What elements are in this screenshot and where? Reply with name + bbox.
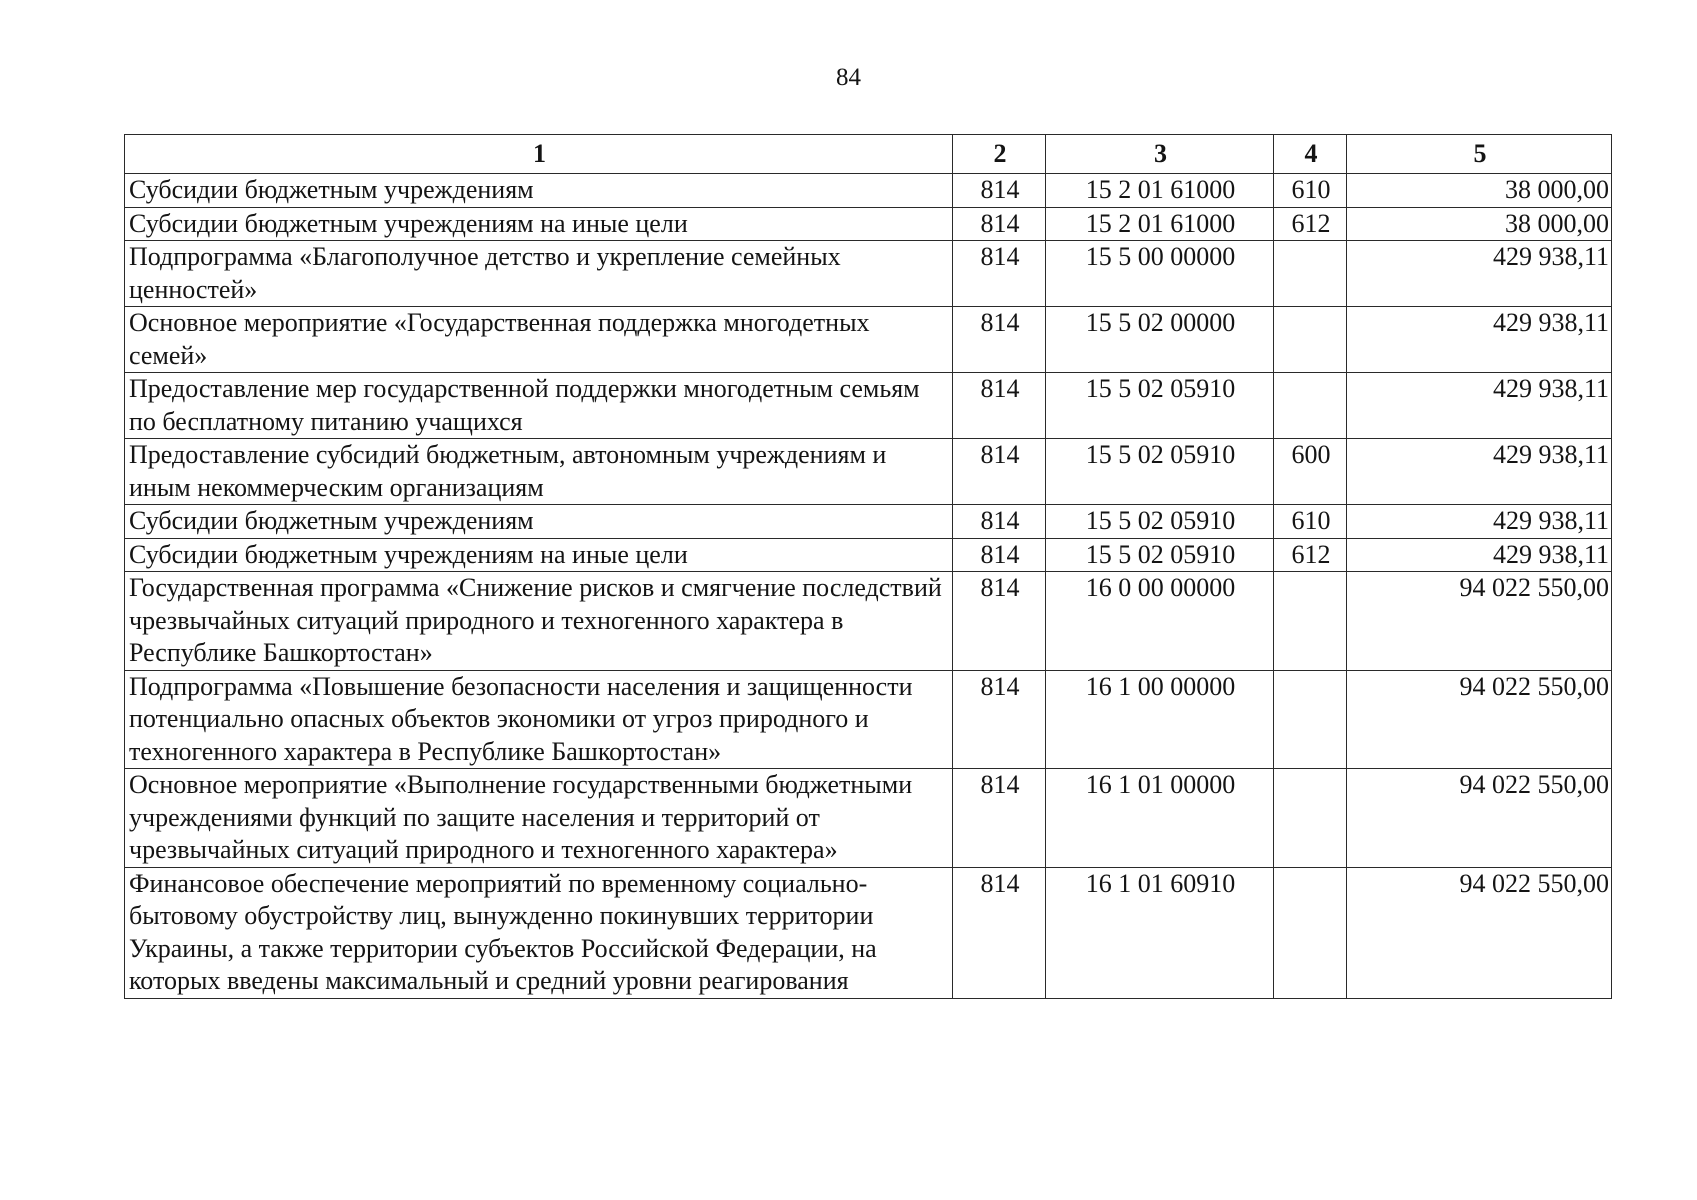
row-name: Финансовое обеспечение мероприятий по временному социально-бытовому обустройству лиц, вынужденно покинувших территории Украины, а также территории субъектов Российской Федерации, на которых введены максимальный и средний уровни реагирования	[125, 867, 953, 998]
row-target-code: 15 5 02 05910	[1046, 373, 1274, 439]
row-sum: 429 938,11	[1347, 307, 1612, 373]
row-target-code: 15 2 01 61000	[1046, 174, 1274, 208]
row-admin-code: 814	[953, 241, 1046, 307]
row-name: Предоставление субсидий бюджетным, автономным учреждениям и иным некоммерческим организациям	[125, 439, 953, 505]
row-expense-type: 612	[1274, 538, 1347, 572]
table-row	[125, 572, 1612, 671]
column-header: 2	[953, 135, 1046, 174]
row-name: Подпрограмма «Благополучное детство и укрепление семейных ценностей»	[125, 241, 953, 307]
row-admin-code: 814	[953, 670, 1046, 769]
row-name: Предоставление мер государственной поддержки многодетным семьям по бесплатному питанию учащихся	[125, 373, 953, 439]
row-target-code: 15 5 00 00000	[1046, 241, 1274, 307]
row-target-code: 16 0 00 00000	[1046, 572, 1274, 671]
row-sum: 38 000,00	[1347, 207, 1612, 241]
row-target-code: 15 5 02 05910	[1046, 439, 1274, 505]
row-admin-code: 814	[953, 207, 1046, 241]
row-expense-type: 610	[1274, 505, 1347, 539]
row-target-code: 15 2 01 61000	[1046, 207, 1274, 241]
table-row	[125, 670, 1612, 769]
row-name: Субсидии бюджетным учреждениям на иные цели	[125, 207, 953, 241]
row-admin-code: 814	[953, 867, 1046, 998]
row-sum: 429 938,11	[1347, 439, 1612, 505]
row-target-code: 16 1 01 60910	[1046, 867, 1274, 998]
column-header: 1	[125, 135, 953, 174]
row-name: Субсидии бюджетным учреждениям	[125, 174, 953, 208]
row-admin-code: 814	[953, 769, 1046, 868]
budget-table	[124, 134, 1612, 999]
table-row	[125, 867, 1612, 998]
row-target-code: 15 5 02 05910	[1046, 538, 1274, 572]
row-name: Субсидии бюджетным учреждениям	[125, 505, 953, 539]
table-row	[125, 538, 1612, 572]
row-sum: 94 022 550,00	[1347, 572, 1612, 671]
row-sum: 94 022 550,00	[1347, 867, 1612, 998]
row-sum: 94 022 550,00	[1347, 670, 1612, 769]
row-admin-code: 814	[953, 538, 1046, 572]
page-number: 84	[836, 64, 861, 91]
row-target-code: 15 5 02 00000	[1046, 307, 1274, 373]
row-expense-type	[1274, 867, 1347, 998]
row-target-code: 16 1 01 00000	[1046, 769, 1274, 868]
row-name: Подпрограмма «Повышение безопасности населения и защищенности потенциально опасных объектов экономики от угроз природного и техногенного характера в Республике Башкортостан»	[125, 670, 953, 769]
table-row	[125, 241, 1612, 307]
row-admin-code: 814	[953, 307, 1046, 373]
row-name: Основное мероприятие «Государственная поддержка многодетных семей»	[125, 307, 953, 373]
row-expense-type	[1274, 241, 1347, 307]
row-expense-type: 610	[1274, 174, 1347, 208]
row-target-code: 15 5 02 05910	[1046, 505, 1274, 539]
table-row	[125, 207, 1612, 241]
column-header: 4	[1274, 135, 1347, 174]
row-sum: 429 938,11	[1347, 505, 1612, 539]
row-admin-code: 814	[953, 572, 1046, 671]
column-header: 3	[1046, 135, 1274, 174]
table-row	[125, 373, 1612, 439]
row-expense-type: 612	[1274, 207, 1347, 241]
row-expense-type	[1274, 572, 1347, 671]
row-expense-type	[1274, 670, 1347, 769]
row-admin-code: 814	[953, 505, 1046, 539]
table-row	[125, 505, 1612, 539]
table-row	[125, 439, 1612, 505]
row-expense-type: 600	[1274, 439, 1347, 505]
row-name: Государственная программа «Снижение рисков и смягчение последствий чрезвычайных ситуаций природного и техногенного характера в Республике Башкортостан»	[125, 572, 953, 671]
table-header-row	[125, 135, 1612, 174]
column-header: 5	[1347, 135, 1612, 174]
table-row	[125, 769, 1612, 868]
table-row	[125, 174, 1612, 208]
row-expense-type	[1274, 373, 1347, 439]
row-name: Субсидии бюджетным учреждениям на иные цели	[125, 538, 953, 572]
row-expense-type	[1274, 307, 1347, 373]
row-admin-code: 814	[953, 174, 1046, 208]
row-target-code: 16 1 00 00000	[1046, 670, 1274, 769]
row-expense-type	[1274, 769, 1347, 868]
row-sum: 94 022 550,00	[1347, 769, 1612, 868]
row-sum: 38 000,00	[1347, 174, 1612, 208]
row-sum: 429 938,11	[1347, 373, 1612, 439]
row-sum: 429 938,11	[1347, 538, 1612, 572]
row-sum: 429 938,11	[1347, 241, 1612, 307]
row-admin-code: 814	[953, 373, 1046, 439]
row-name: Основное мероприятие «Выполнение государственными бюджетными учреждениями функций по защите населения и территорий от чрезвычайных ситуаций природного и техногенного характера»	[125, 769, 953, 868]
table-row	[125, 307, 1612, 373]
row-admin-code: 814	[953, 439, 1046, 505]
